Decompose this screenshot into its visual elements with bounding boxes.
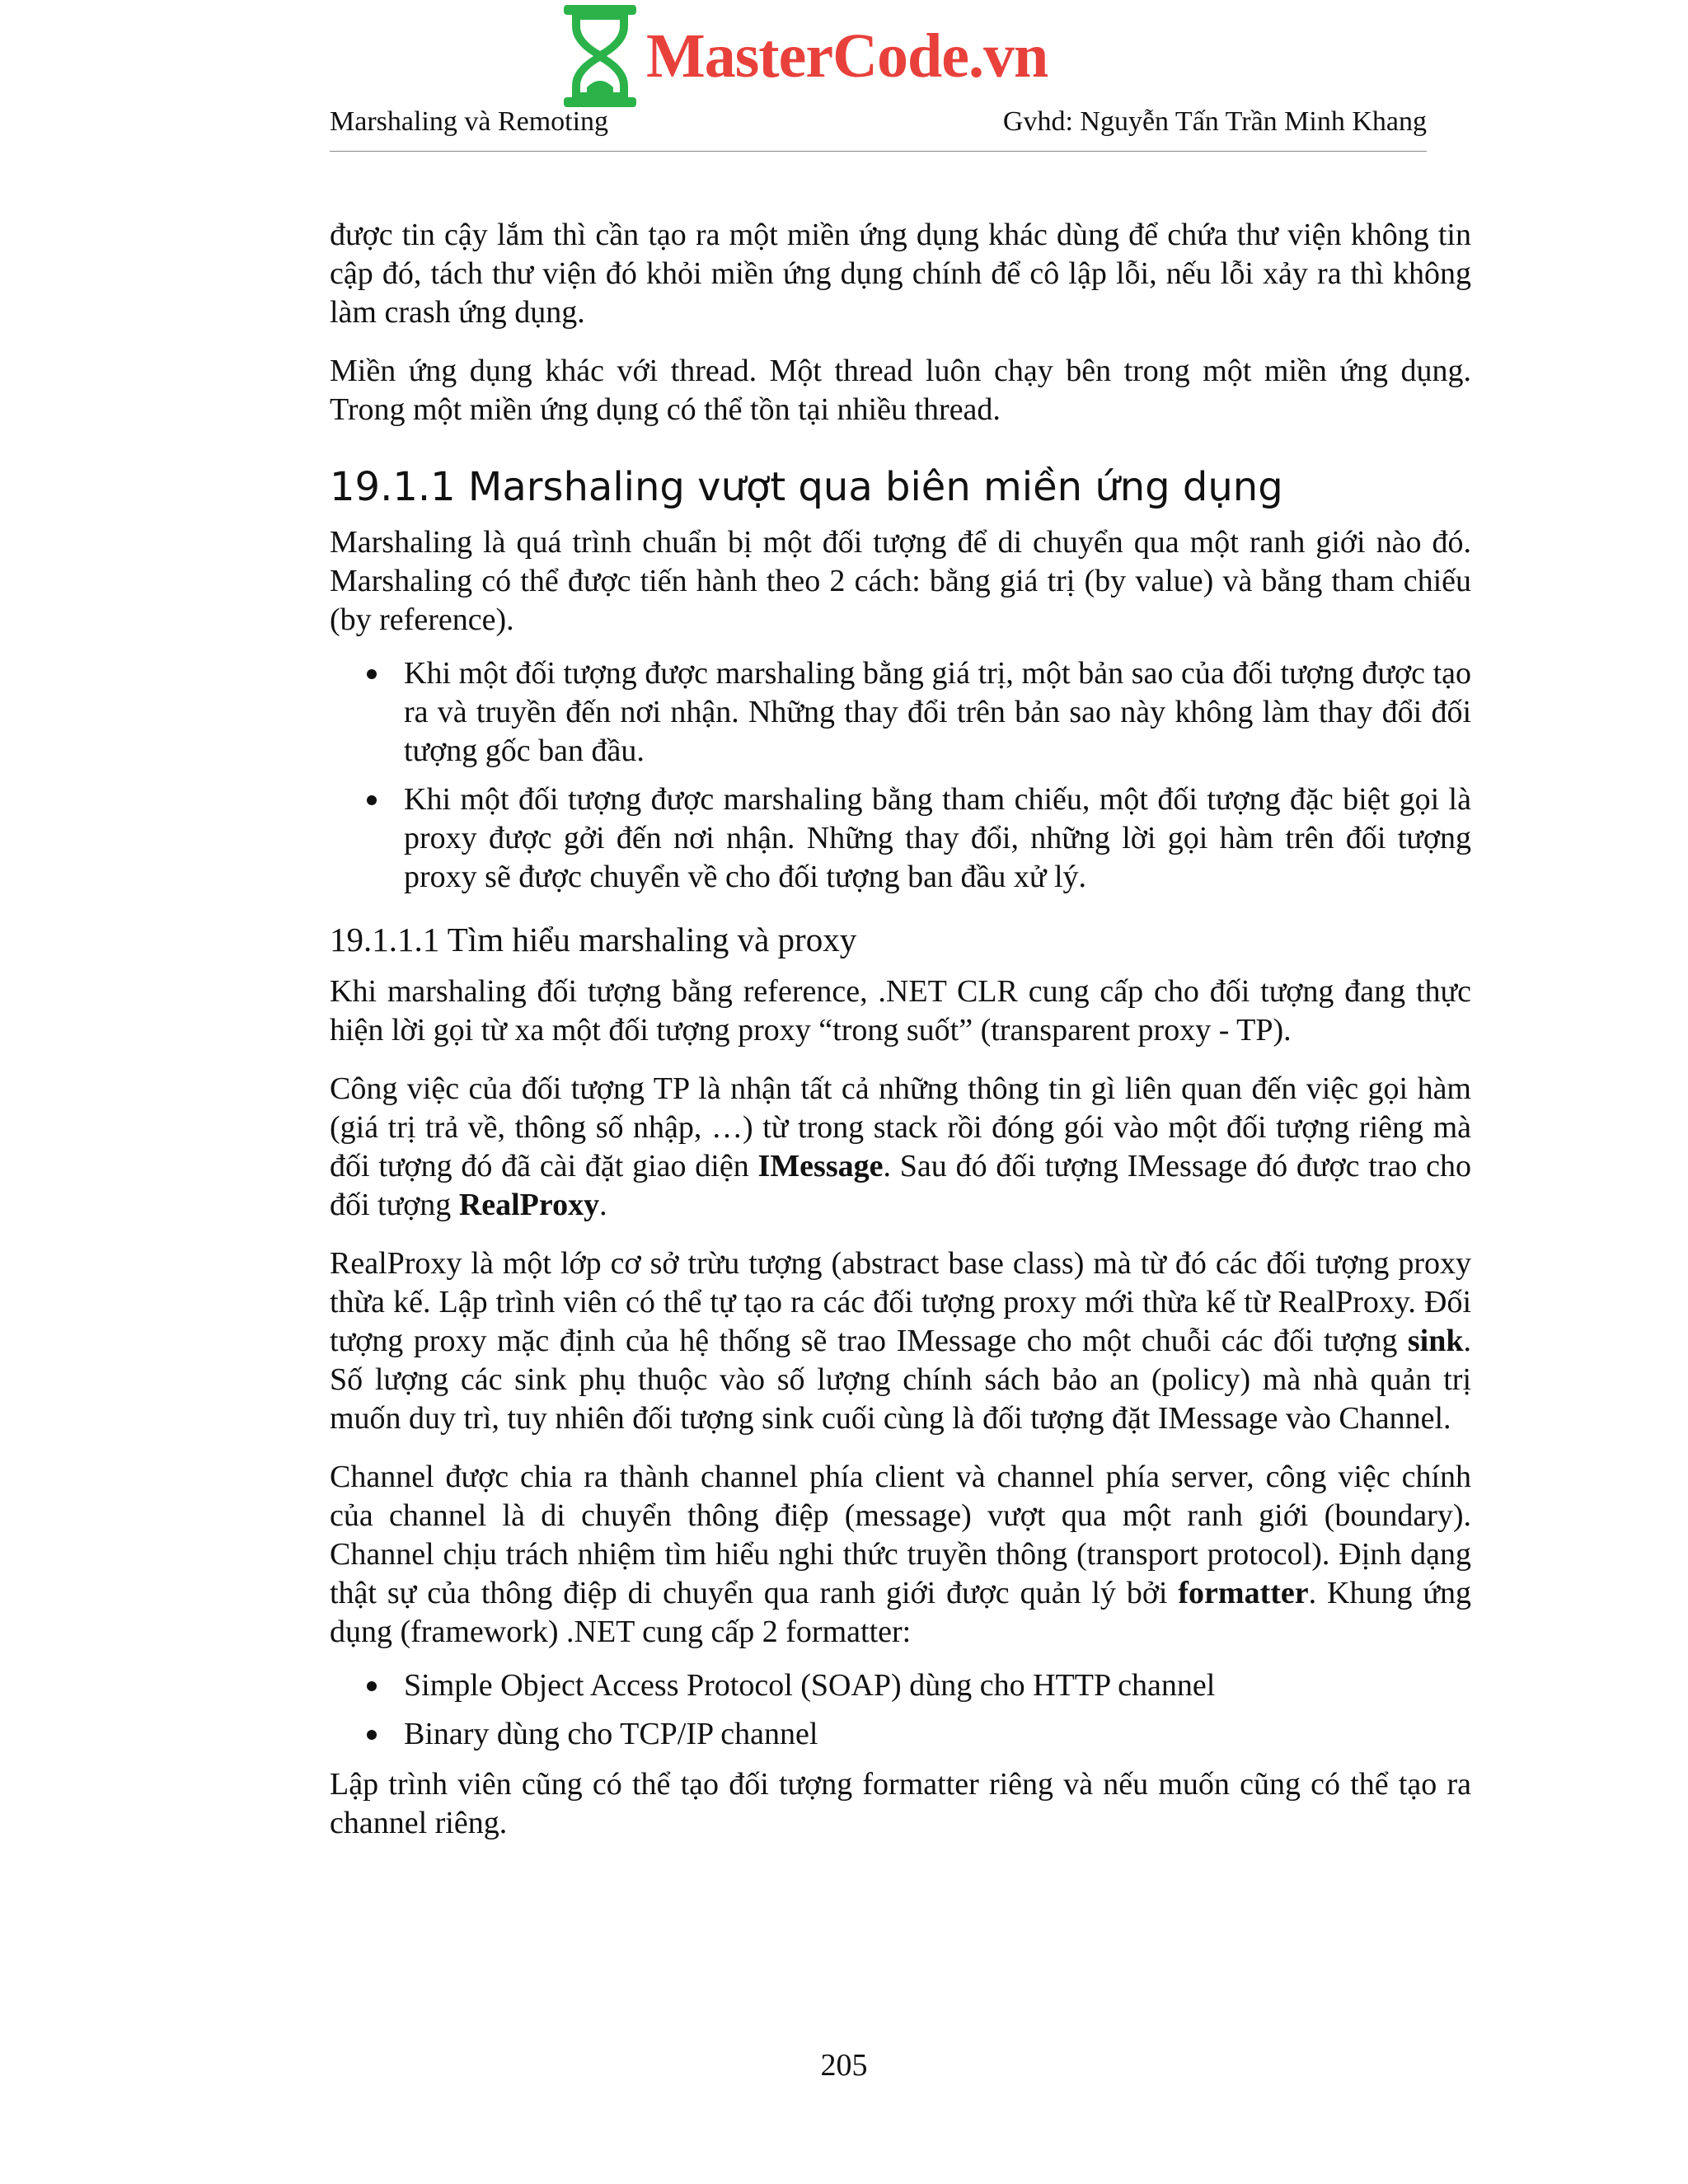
list-item bbox=[330, 780, 1471, 897]
bold-term: IMessage bbox=[757, 1149, 884, 1183]
paragraph: được tin cậy lắm thì cần tạo ra một miền ứng dụng khác dùng để chứa thư viện không tin cập đó, tách thư viện đó khỏi miền ứng dụng chính để cô lập lỗi, nếu lỗi xảy ra thì không làm crash ứng dụng. bbox=[330, 218, 1471, 330]
list-item-text: Khi một đối tượng được marshaling bằng tham chiếu, một đối tượng đặc biệt gọi là proxy được gởi đến nơi nhận. Những thay đổi, những lời gọi hàm trên đối tượng proxy sẽ được chuyển về cho đối tượng ban đầu xử lý. bbox=[404, 782, 1471, 894]
header-instructor: Gvhd: Nguyễn Tấn Trần Minh Khang bbox=[1002, 106, 1427, 137]
bullet-list bbox=[330, 1666, 1471, 1754]
section-heading: 19.1.1 Marshaling vượt qua biên miền ứng dụng bbox=[330, 464, 1283, 510]
bullet-icon bbox=[367, 669, 377, 679]
site-logo bbox=[560, 0, 1048, 112]
bold-term: formatter bbox=[1178, 1576, 1309, 1610]
list-item-text: Simple Object Access Protocol (SOAP) dùng cho HTTP channel bbox=[404, 1668, 1216, 1703]
subsection-heading: 19.1.1.1 Tìm hiểu marshaling và proxy bbox=[330, 921, 857, 958]
list-item bbox=[330, 654, 1471, 771]
paragraph: Khi marshaling đối tượng bằng reference, .NET CLR cung cấp cho đối tượng đang thực hiện lời gọi từ xa một đối tượng proxy “trong suốt” (transparent proxy - TP). bbox=[330, 974, 1471, 1047]
list-item-text: Binary dùng cho TCP/IP channel bbox=[404, 1717, 818, 1751]
list-item bbox=[330, 1715, 1471, 1754]
hourglass-icon bbox=[560, 2, 640, 110]
paragraph: Lập trình viên cũng có thể tạo đối tượng formatter riêng và nếu muốn cũng có thể tạo ra channel riêng. bbox=[330, 1767, 1471, 1840]
logo-text: MasterCode.vn bbox=[646, 21, 1048, 91]
paragraph: RealProxy là một lớp cơ sở trừu tượng (abstract base class) mà từ đó các đối tượng proxy thừa kế. Lập trình viên có thể tự tạo ra các đối tượng proxy mới thừa kế từ RealProxy. Đối tượng proxy mặc định của hệ thống sẽ trao IMessage cho một chuỗi các đối tượng sink. Số lượng các sink phụ thuộc vào số lượng chính sách bảo an (policy) mà nhà quản trị muốn duy trì, tuy nhiên đối tượng sink cuối cùng là đối tượng đặt IMessage vào Channel. bbox=[330, 1246, 1471, 1436]
bullet-icon bbox=[367, 1730, 377, 1740]
paragraph: Marshaling là quá trình chuẩn bị một đối tượng để di chuyển qua một ranh giới nào đó. Marshaling có thể được tiến hành theo 2 cách: bằng giá trị (by value) và bằng tham chiếu (by reference). bbox=[330, 525, 1471, 637]
bold-term: sink bbox=[1407, 1324, 1464, 1358]
list-item bbox=[330, 1666, 1471, 1705]
header-divider bbox=[330, 151, 1427, 152]
paragraph: Channel được chia ra thành channel phía client và channel phía server, công việc chính của channel là di chuyển thông điệp (message) vượt qua một ranh giới (boundary). Channel chịu trách nhiệm tìm hiểu nghi thức truyền thông (transport protocol). Định dạng thật sự của thông điệp di chuyển qua ranh giới được quản lý bởi formatter. Khung ứng dụng (framework) .NET cung cấp 2 formatter: bbox=[330, 1460, 1471, 1649]
page-body bbox=[330, 216, 1471, 1843]
bold-term: RealProxy bbox=[458, 1188, 600, 1222]
paragraph: Công việc của đối tượng TP là nhận tất cả những thông tin gì liên quan đến việc gọi hàm (giá trị trả về, thông số nhập, …) từ trong stack rồi đóng gói vào một đối tượng riêng mà đối tượng đó đã cài đặt giao diện IMessage. Sau đó đối tượng IMessage đó được trao cho đối tượng RealProxy. bbox=[330, 1071, 1471, 1222]
list-item-text: Khi một đối tượng được marshaling bằng giá trị, một bản sao của đối tượng được tạo ra và truyền đến nơi nhận. Những thay đổi trên bản sao này không làm thay đổi đối tượng gốc ban đầu. bbox=[404, 656, 1471, 768]
paragraph: Miền ứng dụng khác với thread. Một thread luôn chạy bên trong một miền ứng dụng. Trong một miền ứng dụng có thể tồn tại nhiều thread. bbox=[330, 354, 1471, 427]
bullet-icon bbox=[367, 795, 377, 805]
header-title: Marshaling và Remoting bbox=[330, 106, 609, 137]
page-number: 205 bbox=[820, 2048, 868, 2083]
bullet-list bbox=[330, 654, 1471, 897]
bullet-icon bbox=[367, 1681, 377, 1691]
